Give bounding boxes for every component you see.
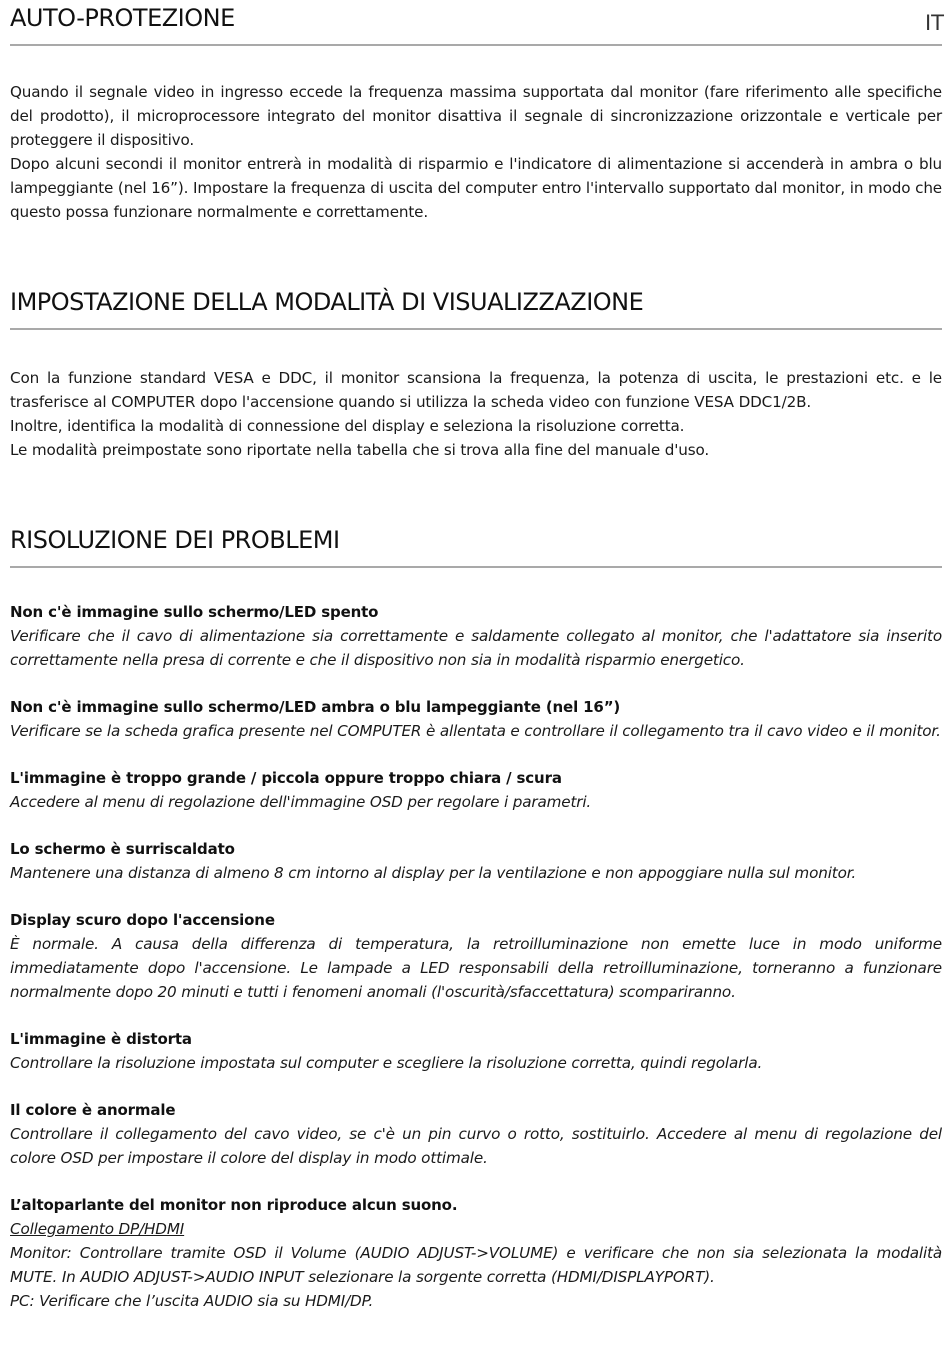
problem-heading: Display scuro dopo l'accensione xyxy=(10,911,275,929)
problem-solution: Controllare la risoluzione impostata sul computer e scegliere la risoluzione corretta, quindi regolarla. xyxy=(10,1054,763,1072)
problem-item xyxy=(10,695,942,743)
problem-solution: Controllare il collegamento del cavo video, se c'è un pin curvo o rotto, sostituirlo. Accedere al menu di regolazione del colore OSD per impostare il colore del display in modo ottimale. xyxy=(10,1125,942,1167)
section-header-risoluzione xyxy=(10,526,942,554)
problem-item xyxy=(10,1027,942,1075)
section-divider xyxy=(10,44,942,46)
section-divider xyxy=(10,566,942,568)
problem-solution: Verificare che il cavo di alimentazione sia correttamente e saldamente collegato al monitor, che l'adattatore sia inserito correttamente nella presa di corrente e che il dispositivo non sia in modalità risparmio energetico. xyxy=(10,627,942,669)
section-body-impostazione xyxy=(10,366,942,462)
problem-heading: L’altoparlante del monitor non riproduce alcun suono. xyxy=(10,1196,458,1214)
problem-item xyxy=(10,766,942,814)
problem-heading: Non c'è immagine sullo schermo/LED spento xyxy=(10,603,379,621)
paragraph: Dopo alcuni secondi il monitor entrerà in modalità di risparmio e l'indicatore di alimentazione si accenderà in ambra o blu lampeggiante (nel 16”). Impostare la frequenza di uscita del computer entro l'intervallo supportato dal monitor, in modo che questo possa funzionare normalmente e correttamente. xyxy=(10,155,942,221)
problem-item xyxy=(10,600,942,672)
section-body-auto-protezione xyxy=(10,80,942,224)
section-title: RISOLUZIONE DEI PROBLEMI xyxy=(10,526,340,554)
problem-heading: L'immagine è distorta xyxy=(10,1030,192,1048)
problem-solution: Verificare se la scheda grafica presente nel COMPUTER è allentata e controllare il collegamento tra il cavo video e il monitor. xyxy=(10,722,941,740)
problem-subheading: Collegamento DP/HDMI xyxy=(10,1220,185,1238)
problem-item xyxy=(10,1098,942,1170)
problem-heading: Il colore è anormale xyxy=(10,1101,176,1119)
section-divider xyxy=(10,328,942,330)
problem-item xyxy=(10,837,942,885)
problem-heading: Non c'è immagine sullo schermo/LED ambra o blu lampeggiante (nel 16”) xyxy=(10,698,621,716)
problem-heading: L'immagine è troppo grande / piccola oppure troppo chiara / scura xyxy=(10,769,562,787)
paragraph: Le modalità preimpostate sono riportate nella tabella che si trova alla fine del manuale d'uso. xyxy=(10,441,710,459)
section-header-impostazione xyxy=(10,288,942,316)
paragraph: Quando il segnale video in ingresso eccede la frequenza massima supportata dal monitor (fare riferimento alle specifiche del prodotto), il microprocessore integrato del monitor disattiva il segnale di sincronizzazione orizzontale e verticale per proteggere il dispositivo. xyxy=(10,83,942,149)
paragraph: Inoltre, identifica la modalità di connessione del display e seleziona la risoluzione corretta. xyxy=(10,417,685,435)
language-code: IT xyxy=(924,11,944,35)
problem-heading: Lo schermo è surriscaldato xyxy=(10,840,235,858)
problem-list xyxy=(10,600,942,1313)
problem-item-audio xyxy=(10,1193,942,1313)
section-title: IMPOSTAZIONE DELLA MODALITÀ DI VISUALIZZAZIONE xyxy=(10,288,644,316)
problem-solution: Monitor: Controllare tramite OSD il Volume (AUDIO ADJUST->VOLUME) e verificare che non sia selezionata la modalità MUTE. In AUDIO ADJUST->AUDIO INPUT selezionare la sorgente corretta (HDMI/DISPLAYPORT). xyxy=(10,1244,942,1286)
problem-solution: PC: Verificare che l’uscita AUDIO sia su HDMI/DP. xyxy=(10,1292,374,1310)
section-title: AUTO-PROTEZIONE xyxy=(10,4,235,32)
manual-page xyxy=(10,0,942,1313)
problem-solution: Mantenere una distanza di almeno 8 cm intorno al display per la ventilazione e non appoggiare nulla sul monitor. xyxy=(10,864,857,882)
section-header-auto-protezione xyxy=(10,4,944,35)
problem-solution: È normale. A causa della differenza di temperatura, la retroilluminazione non emette luce in modo uniforme immediatamente dopo l'accensione. Le lampade a LED responsabili della retroilluminazione, torneranno a funzionare normalmente dopo 20 minuti e tutti i fenomeni anomali (l'oscurità/sfaccettatura) scompariranno. xyxy=(10,935,942,1001)
problem-solution: Accedere al menu di regolazione dell'immagine OSD per regolare i parametri. xyxy=(10,793,592,811)
paragraph: Con la funzione standard VESA e DDC, il monitor scansiona la frequenza, la potenza di uscita, le prestazioni etc. e le trasferisce al COMPUTER dopo l'accensione quando si utilizza la scheda video con funzione VESA DDC1/2B. xyxy=(10,369,942,411)
problem-item xyxy=(10,908,942,1004)
